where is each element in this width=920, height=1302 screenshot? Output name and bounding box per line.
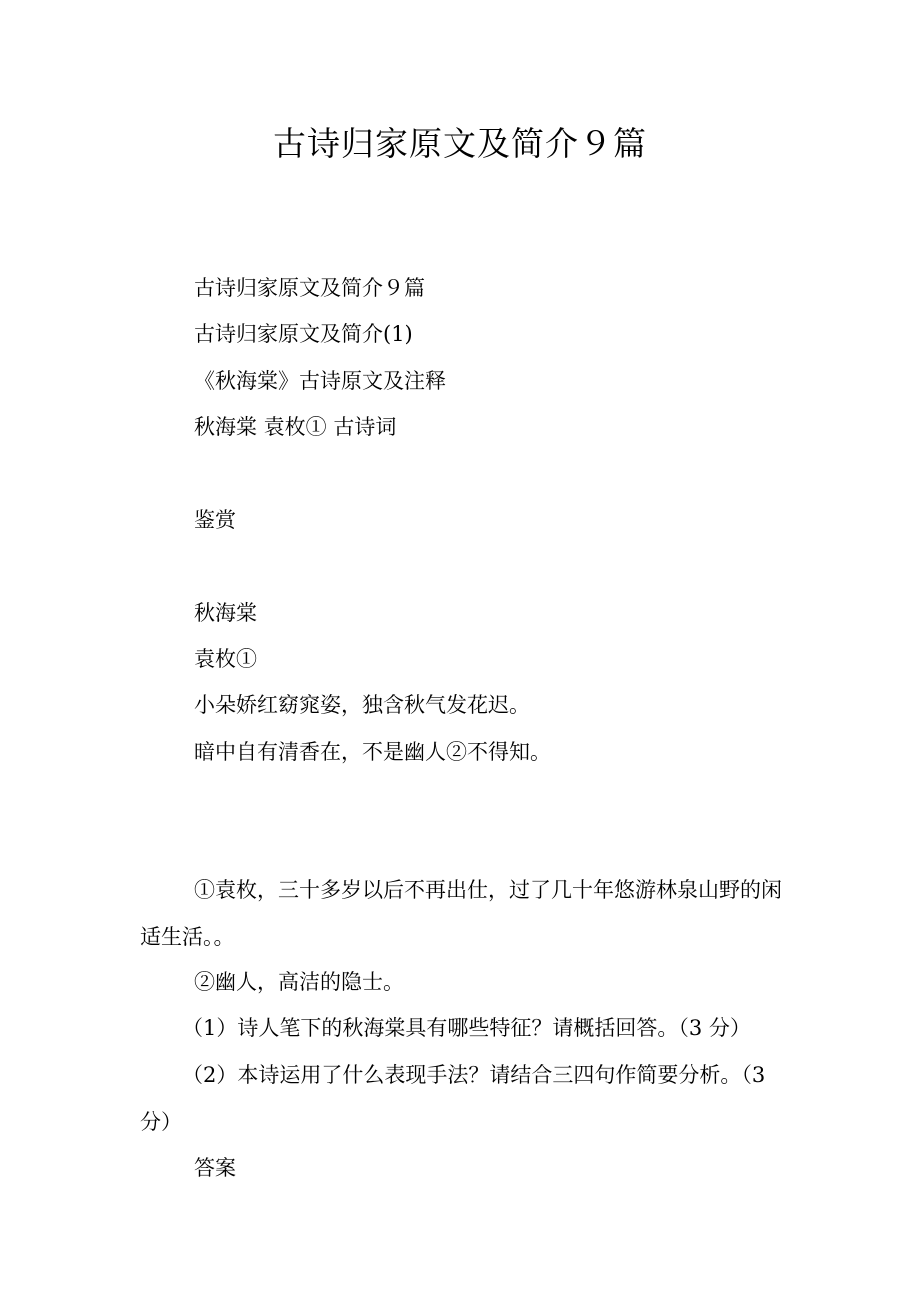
note-2: ②幽人，高洁的隐士。 — [194, 970, 404, 994]
poem-author: 袁枚① — [194, 647, 257, 671]
answer-label: 答案 — [194, 1156, 236, 1180]
question-1: （1）诗人笔下的秋海棠具有哪些特征？请概括回答。（3 分） — [182, 1016, 751, 1040]
heading-line: 古诗归家原文及简介９篇 — [194, 276, 425, 300]
poem-line-1: 小朵娇红窈窕姿，独含秋气发花迟。 — [194, 693, 530, 717]
byline-line: 秋海棠 袁枚① 古诗词 — [194, 415, 397, 439]
subtitle-line: 《秋海棠》古诗原文及注释 — [194, 369, 446, 393]
section-line: 古诗归家原文及简介(1) — [194, 322, 413, 346]
document-title: 古诗归家原文及简介９篇 — [273, 124, 647, 163]
appreciation-label: 鉴赏 — [194, 508, 236, 532]
poem-line-2: 暗中自有清香在，不是幽人②不得知。 — [194, 740, 551, 764]
note-1: ①袁枚，三十多岁以后不再出仕，过了几十年悠游林泉山野的闲适生活。。 — [140, 878, 782, 949]
question-2: （2）本诗运用了什么表现手法？请结合三四句作简要分析。（3 分） — [140, 1063, 766, 1134]
poem-title: 秋海棠 — [194, 601, 257, 625]
